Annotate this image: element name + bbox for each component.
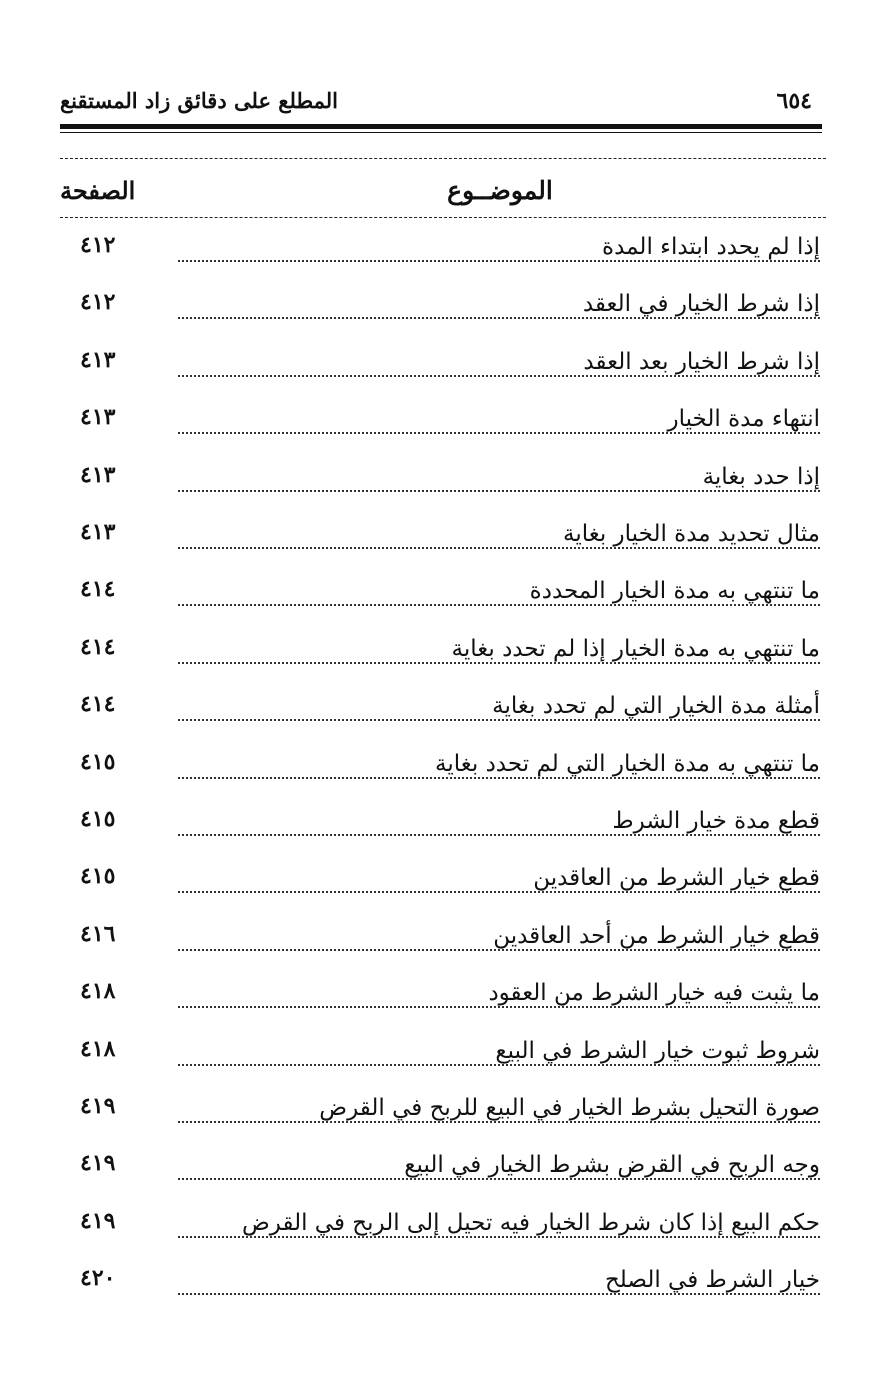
- toc-entry-title: أمثلة مدة الخيار التي لم تحدد بغاية: [486, 693, 820, 719]
- toc-entry-title: إذا لم يحدد ابتداء المدة: [596, 234, 820, 260]
- dashed-divider-bottom: [60, 217, 826, 218]
- toc-entry-page: ٤١٩: [80, 1150, 116, 1177]
- toc-entry-title: إذا شرط الخيار في العقد: [577, 291, 820, 317]
- dot-leader: [178, 260, 820, 262]
- toc-entry-page: ٤١٥: [80, 863, 116, 890]
- toc-entry-title: حكم البيع إذا كان شرط الخيار فيه تحيل إلى الربح في القرض: [236, 1210, 820, 1236]
- toc-entry-title: ما يثبت فيه خيار الشرط من العقود: [482, 980, 820, 1006]
- toc-entry-page: ٤١٥: [80, 806, 116, 832]
- toc-entry-page: ٤١٨: [80, 1035, 116, 1062]
- toc-entry-page: ٤٢٠: [80, 1265, 116, 1292]
- dot-leader: [178, 834, 820, 836]
- toc-entry-title: إذا حدد بغاية: [697, 464, 820, 490]
- toc-entry-title: ما تنتهي به مدة الخيار إذا لم تحدد بغاية: [446, 636, 820, 662]
- toc-entry: [70, 853, 820, 901]
- dot-leader: [178, 662, 820, 664]
- book-title: المطلع على دقائق زاد المستقنع: [60, 88, 339, 113]
- toc-entry: [70, 739, 820, 787]
- dot-leader: [178, 604, 820, 606]
- toc-entry: [70, 681, 820, 729]
- toc-entry-title: خيار الشرط في الصلح: [599, 1267, 820, 1293]
- toc-entry-title: ما تنتهي به مدة الخيار المحددة: [524, 578, 820, 604]
- dot-leader: [178, 949, 820, 951]
- toc-entry-page: ٤١٤: [80, 633, 116, 660]
- toc-entry-title: شروط ثبوت خيار الشرط في البيع: [489, 1038, 820, 1064]
- toc-entry-title: ما تنتهي به مدة الخيار التي لم تحدد بغاية: [429, 751, 820, 777]
- dot-leader: [178, 777, 820, 779]
- toc-entry: [70, 337, 820, 385]
- dot-leader: [178, 1064, 820, 1066]
- dot-leader: [178, 1178, 820, 1180]
- toc-entry: [70, 624, 820, 672]
- toc-entry: [70, 509, 820, 557]
- dot-leader: [178, 375, 820, 377]
- dot-leader: [178, 317, 820, 319]
- toc-entry: [70, 452, 820, 500]
- toc-entry: [70, 796, 820, 844]
- toc-entry-title: وجه الربح في القرض بشرط الخيار في البيع: [398, 1152, 820, 1178]
- dot-leader: [178, 432, 820, 434]
- dot-leader: [178, 891, 820, 893]
- toc-entry-title: مثال تحديد مدة الخيار بغاية: [557, 521, 820, 547]
- toc-entry-page: ٤١٢: [80, 289, 116, 316]
- toc-entry: [70, 222, 820, 270]
- toc-entry-page: ٤١٩: [80, 1093, 116, 1119]
- toc-entry-page: ٤١٣: [80, 346, 116, 373]
- dot-leader: [178, 1121, 820, 1123]
- toc-entry-page: ٤١٣: [80, 519, 116, 545]
- toc-entry-page: ٤١٦: [80, 920, 116, 947]
- toc-entry: [70, 968, 820, 1016]
- toc-entry-page: ٤١٤: [80, 576, 116, 603]
- toc-entry: [70, 1026, 820, 1074]
- toc-entry: [70, 911, 820, 959]
- toc-entry-page: ٤١٢: [80, 232, 116, 258]
- toc-entry-page: ٤١٣: [80, 461, 116, 488]
- toc-entry-title: صورة التحيل بشرط الخيار في البيع للربح في القرض: [313, 1095, 820, 1121]
- dot-leader: [178, 1006, 820, 1008]
- toc-entry-page: ٤١٤: [80, 691, 116, 718]
- running-header: [60, 88, 820, 118]
- dot-leader: [178, 719, 820, 721]
- toc-entry: [70, 566, 820, 614]
- topic-column-heading: الموضــوع: [447, 176, 553, 205]
- toc-entry-title: قطع مدة خيار الشرط: [606, 808, 820, 834]
- toc-entry-page: ٤١٣: [80, 404, 116, 431]
- toc-entry-title: قطع خيار الشرط من العاقدين: [527, 865, 820, 891]
- toc-entry-page: ٤١٥: [80, 748, 116, 775]
- toc-entry-title: انتهاء مدة الخيار: [661, 406, 820, 432]
- toc-entry: [70, 279, 820, 327]
- toc-entry: [70, 1140, 820, 1188]
- header-rule-thin: [60, 132, 822, 133]
- page-number: ٦٥٤: [776, 88, 812, 114]
- toc-entry-title: قطع خيار الشرط من أحد العاقدين: [487, 923, 820, 949]
- toc-entry: [70, 1198, 820, 1246]
- toc-entry-title: إذا شرط الخيار بعد العقد: [577, 349, 820, 375]
- toc-entry: [70, 1083, 820, 1131]
- toc-entry-page: ٤١٩: [80, 1207, 116, 1234]
- header-rule-thick: [60, 124, 822, 129]
- dashed-divider-top: [60, 158, 826, 159]
- toc-entry: [70, 1255, 820, 1303]
- dot-leader: [178, 547, 820, 549]
- page-column-heading: الصفحة: [60, 176, 136, 205]
- dot-leader: [178, 1293, 820, 1295]
- toc-entry: [70, 394, 820, 442]
- toc-entry-page: ٤١٨: [80, 978, 116, 1005]
- dot-leader: [178, 1236, 820, 1238]
